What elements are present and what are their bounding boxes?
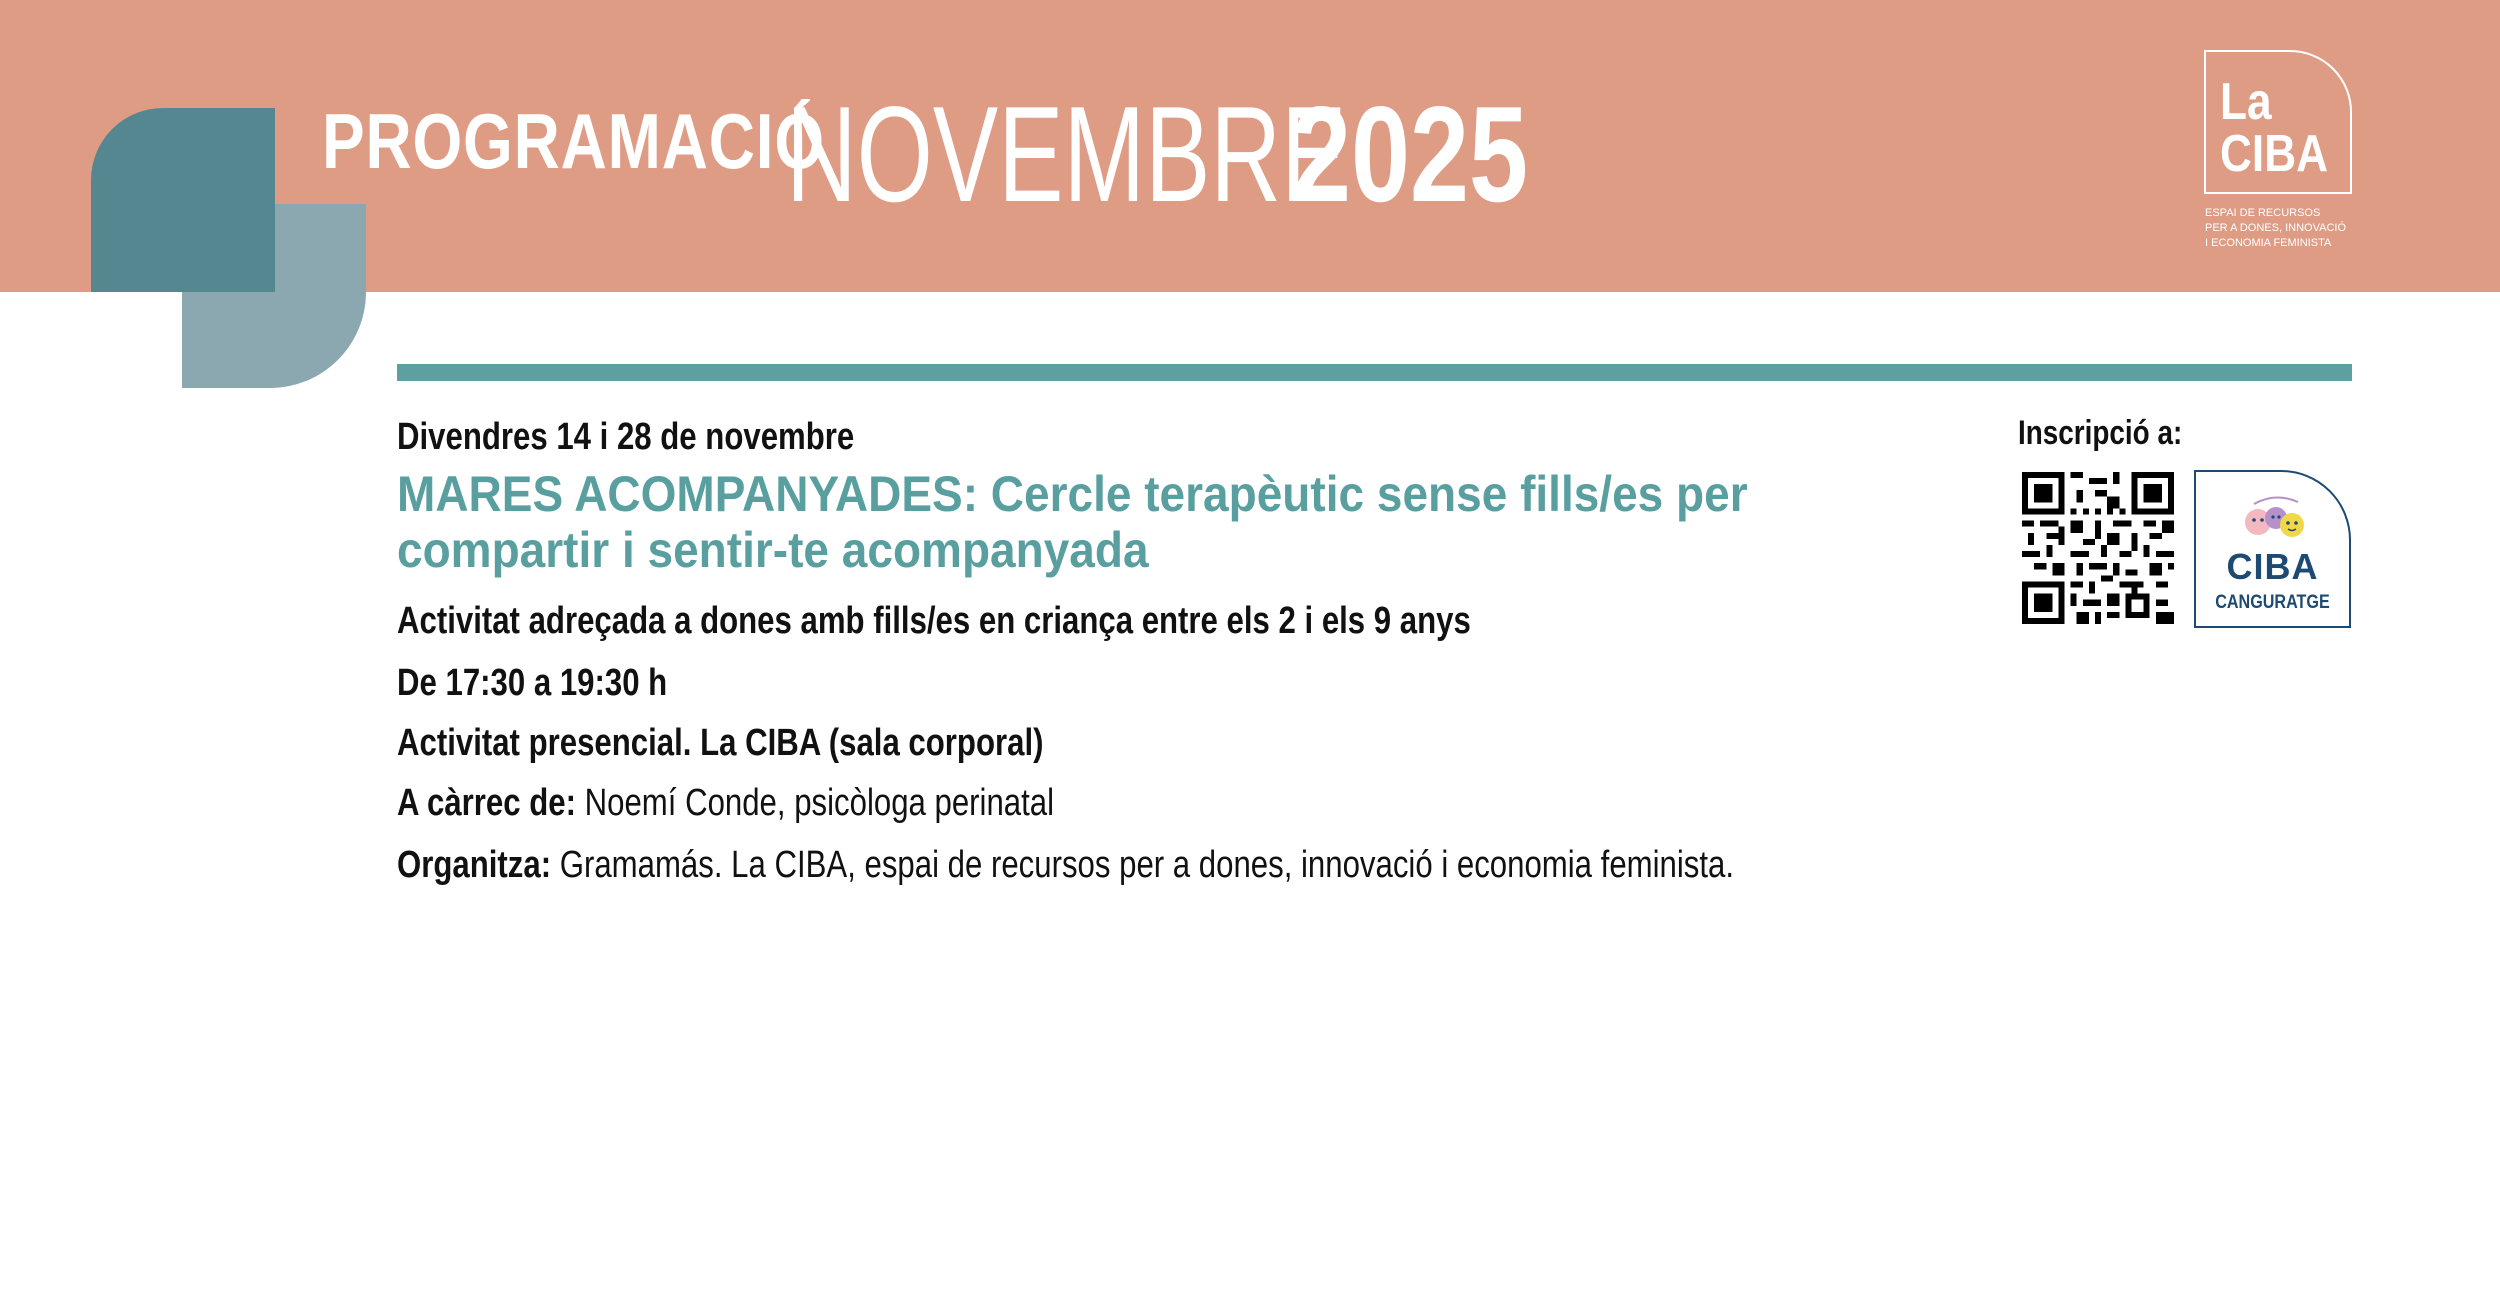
badge-ciba-text: CIBA [2226,546,2319,587]
la-ciba-logo [2204,50,2352,194]
host-label: A càrrec de: [397,782,576,824]
qr-code-icon[interactable] [2022,472,2174,624]
children-faces-icon [2236,492,2314,544]
logo-text: La CIBA [2220,73,2329,183]
logo-subtitle: ESPAI DE RECURSOS PER A DONES, INNOVACIÓ I ECONOMIA FEMINISTA [2205,207,2346,249]
event-location: Activitat presencial. La CIBA (sala corporal) [397,722,1044,764]
heading-year: 2025 [1292,78,1528,230]
host-value: Noemí Conde, psicòloga perinatal [575,782,1055,824]
heading-month: NOVEMBRE [786,78,1347,230]
divider-rule [397,364,2352,381]
badge-canguratge-text: CANGURATGE [2215,592,2330,613]
event-organizer [397,844,1734,887]
event-host [397,782,1054,825]
event-audience: Activitat adreçada a dones amb fills/es en criança entre els 2 i els 9 anys [397,600,1471,642]
event-date: Divendres 14 i 28 de novembre [397,416,855,458]
registration-label: Inscripció a: [2018,414,2183,452]
event-time: De 17:30 a 19:30 h [397,662,668,704]
heading-programacio: PROGRAMACIÓ [322,97,825,185]
organizer-value: Gramamás. La CIBA, espai de recursos per a dones, innovació i economia feminista. [551,844,1735,886]
organizer-label: Organitza: [397,844,552,886]
canguratge-badge[interactable] [2194,470,2351,628]
decorative-shape-dark [91,108,275,292]
event-title: MARES ACOMPANYADES: Cercle terapèutic sense fills/es per compartir i sentir-te acompanyada [397,466,1748,578]
